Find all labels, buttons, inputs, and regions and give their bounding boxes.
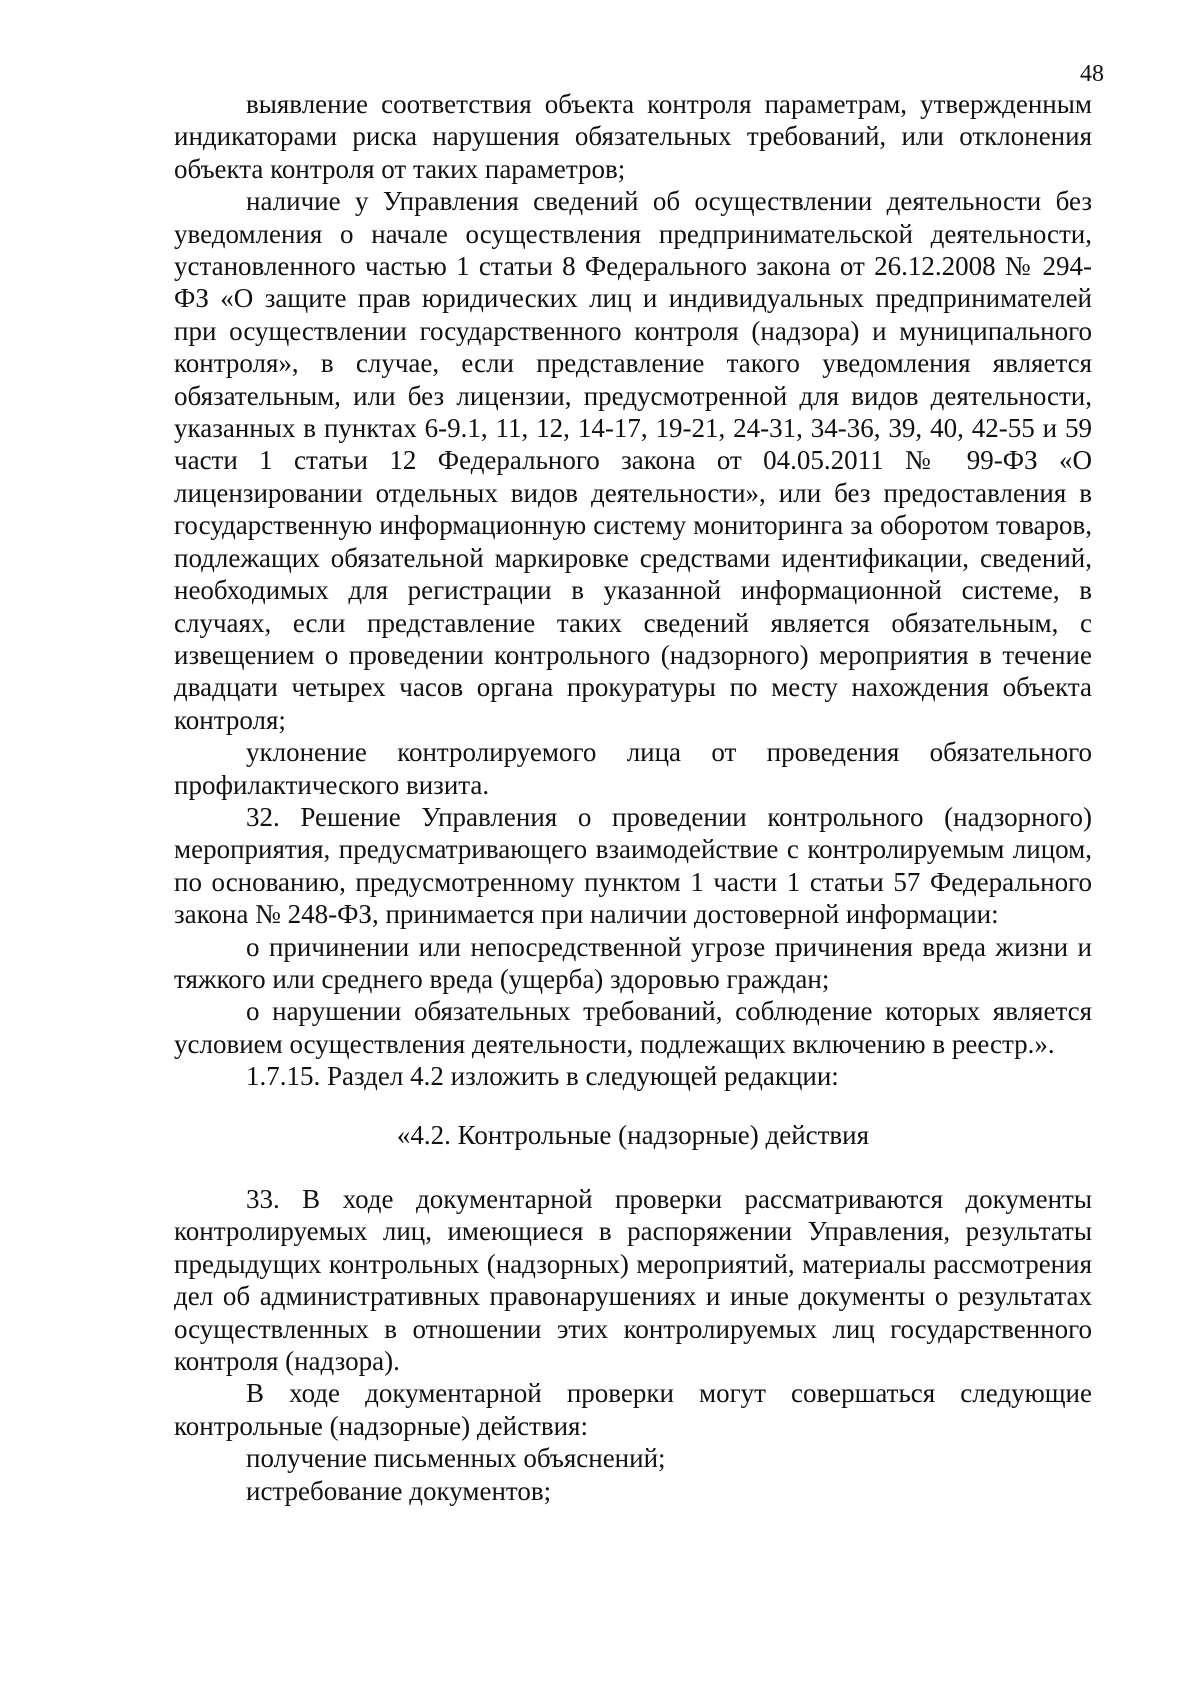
document-body <box>174 88 1092 1507</box>
list-item: получение письменных объяснений; <box>246 1443 666 1474</box>
paragraph-amendment-1-7-15: 1.7.15. Раздел 4.2 изложить в следующей редакции: <box>246 1061 839 1092</box>
paragraph-requirements-violation: о нарушении обязательных требований, соблюдение которых является условием осуществления деятельности, подлежащих включению в реестр.». <box>174 996 1092 1059</box>
paragraph-harm-threat: о причинении или непосредственной угрозе причинения вреда жизни и тяжкого или среднего вреда (ущерба) здоровью граждан; <box>174 931 1092 994</box>
paragraph-activity-without-notice: наличие у Управления сведений об осуществлении деятельности без уведомления о начале осуществления предпринимательской деятельности, установленного частью 1 статьи 8 Федерального закона от 26.12.2008 № 294-ФЗ «О защите прав юридических лиц и индивидуальных предпринимателей при осуществлении государственного контроля (надзора) и муниципального контроля», в случае, если представление такого уведомления является обязательным, или без лицензии, предусмотренной для видов деятельности, указанных в пунктах 6-9.1, 11, 12, 14-17, 19-21, 24-31, 34-36, 39, 40, 42-55 и 59 части 1 статьи 12 Федерального закона от 04.05.2011 № 99-ФЗ «О лицензировании отдельных видов деятельности», или без предоставления в государственную информационную систему мониторинга за оборотом товаров, подлежащих обязательной маркировке средствами идентификации, сведений, необходимых для регистрации в указанной информационной системе, в случаях, если представление таких сведений является обязательным, с извещением о проведении контрольного (надзорного) мероприятия в течение двадцати четырех часов органа прокуратуры по месту нахождения объекта контроля; <box>174 186 1092 735</box>
paragraph-evasion-visit: уклонение контролируемого лица от проведения обязательного профилактического визита. <box>174 737 1092 800</box>
list-item: истребование документов; <box>246 1475 552 1506</box>
paragraph-item-33: 33. В ходе документарной проверки рассматриваются документы контролируемых лиц, имеющиеся в распоряжении Управления, результаты предыдущих контрольных (надзорных) мероприятий, материалы рассмотрения дел об административных правонарушениях и иные документы о результатах осуществленных в отношении этих контролируемых лиц государственного контроля (надзора). <box>174 1184 1092 1377</box>
page-number: 48 <box>1080 61 1104 87</box>
section-heading: «4.2. Контрольные (надзорные) действия <box>396 1119 870 1150</box>
paragraph-item-32: 32. Решение Управления о проведении контрольного (надзорного) мероприятия, предусматривающего взаимодействие с контролируемым лицом, по основанию, предусмотренному пунктом 1 части 1 статьи 57 Федерального закона № 248-ФЗ, принимается при наличии достоверной информации: <box>174 801 1092 930</box>
paragraph-risk-indicators: выявление соответствия объекта контроля параметрам, утвержденным индикаторами риска нарушения обязательных требований, или отклонения объекта контроля от таких параметров; <box>174 89 1092 184</box>
paragraph-control-actions: В ходе документарной проверки могут совершаться следующие контрольные (надзорные) действия: <box>174 1378 1092 1441</box>
